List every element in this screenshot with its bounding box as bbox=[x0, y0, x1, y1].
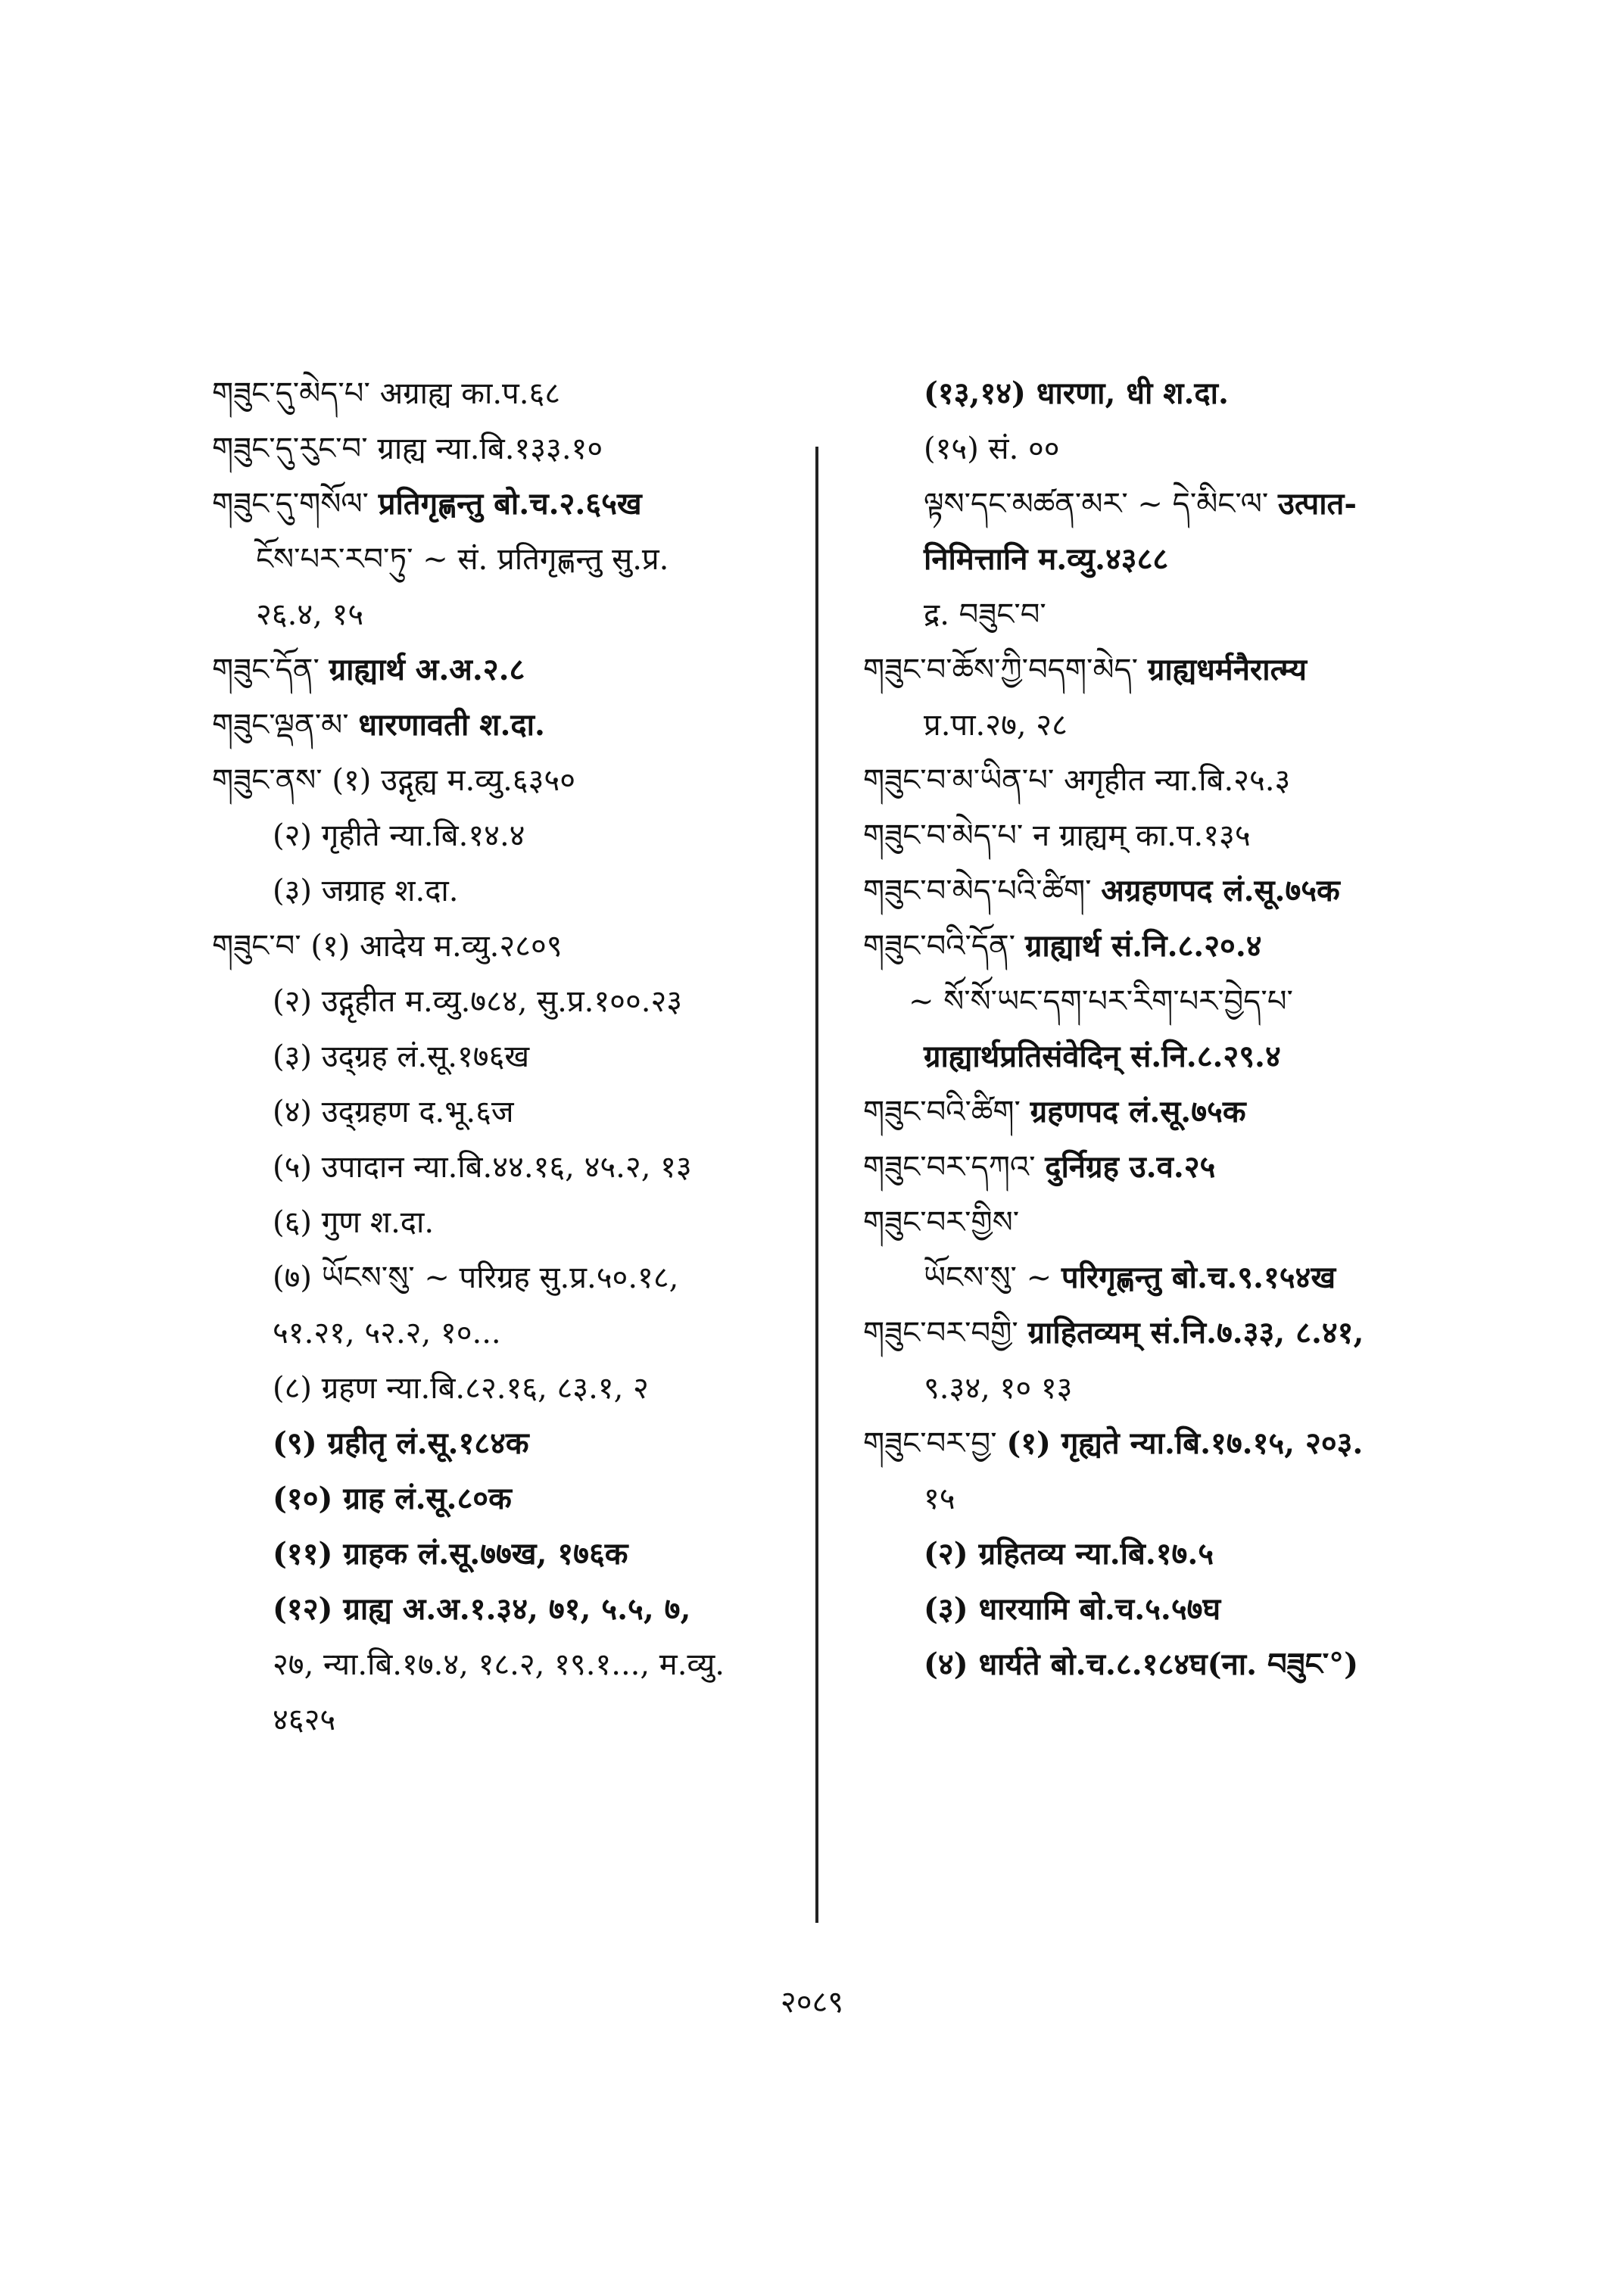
gloss: (२) ग्रहितव्य न्या.बि.१७.५ bbox=[924, 1536, 1214, 1572]
tibetan-headword: གཟུང་ནས་ bbox=[212, 763, 323, 798]
entry bbox=[863, 486, 1469, 522]
gloss: (१) उद्गृह्य म.व्यु.६३५० bbox=[332, 763, 575, 798]
tibetan-headword: གཟུང་དུ་མེད་པ་ bbox=[212, 376, 370, 411]
gloss: (१) आदेय म.व्यु.२८०९ bbox=[310, 929, 563, 964]
gloss: (१०) ग्राह लं.सू.८०क bbox=[273, 1481, 512, 1516]
entry bbox=[863, 431, 1469, 466]
gloss: ग्राह्यार्थ सं.नि.८.२०.४ bbox=[1024, 928, 1262, 964]
entry bbox=[212, 1647, 803, 1682]
entry bbox=[863, 1039, 1469, 1074]
gloss: (३) उद्ग्रह लं.सू.१७६ख bbox=[273, 1039, 530, 1074]
gloss: (८) ग्रहण न्या.बि.८२.१६, ८३.१, २ bbox=[273, 1371, 649, 1406]
gloss: २६.४, १५ bbox=[256, 597, 364, 632]
entry bbox=[212, 876, 803, 906]
entry bbox=[212, 818, 803, 853]
gloss: (२) गृहीते न्या.बि.१४.४ bbox=[273, 818, 525, 853]
entry bbox=[212, 1150, 803, 1185]
entry bbox=[212, 376, 803, 411]
entry bbox=[863, 1373, 1469, 1404]
gloss: (१३,१४) धारणा, धी श.दा. bbox=[924, 375, 1229, 411]
entry bbox=[863, 986, 1469, 1017]
gloss: ग्राह्यार्थप्रतिसंवेदिन् सं.नि.८.२९.४ bbox=[924, 1039, 1281, 1074]
tibetan-headword: ~ སོ་སོ་ཡང་དག་པར་རིག་པར་བྱེད་པ་ bbox=[909, 984, 1293, 1019]
gloss: (१२) ग्राह्य अ.अ.१.३४, ७१, ५.५, ७, bbox=[273, 1591, 691, 1627]
entry bbox=[863, 597, 1469, 632]
entry bbox=[863, 1481, 1469, 1516]
entry bbox=[863, 1149, 1469, 1185]
tibetan-headword: གཟུང་བའི་ཚིག་ bbox=[863, 1095, 1021, 1129]
entry bbox=[212, 1425, 803, 1461]
gloss: प्रतिगृह्णन्तु बो.च.२.६५ख bbox=[378, 486, 642, 522]
gloss: दुर्निग्रह उ.व.२५ bbox=[1045, 1149, 1216, 1185]
tibetan-headword: གཟུང་བ་མེད་པའི་ཚིག་ bbox=[863, 874, 1092, 908]
entry bbox=[212, 652, 803, 687]
entry bbox=[212, 707, 803, 743]
entry bbox=[212, 765, 803, 796]
entry bbox=[212, 431, 803, 466]
gloss: प्र.पा.२७, २८ bbox=[924, 708, 1068, 743]
entry bbox=[212, 544, 803, 575]
gloss: धारणावती श.दा. bbox=[358, 707, 545, 743]
gloss: ग्राह्यार्थ अ.अ.२.८ bbox=[329, 652, 525, 687]
gloss: ५१.२१, ५२.२, १०... bbox=[273, 1316, 501, 1351]
entry bbox=[863, 1094, 1469, 1129]
entry bbox=[863, 765, 1469, 796]
entry bbox=[212, 597, 803, 632]
gloss: ग्राह्य न्या.बि.१३३.१० bbox=[377, 431, 603, 466]
entry bbox=[863, 541, 1469, 577]
entry bbox=[212, 1373, 803, 1404]
gloss: (४) धार्यते बो.च.८.१८४घ(ना. བཟུང་°) bbox=[924, 1647, 1359, 1682]
entry bbox=[212, 1260, 803, 1295]
tibetan-headword: གཟུང་བ་མེད་པ་ bbox=[863, 818, 1024, 853]
gloss: ९.३४, १० १३ bbox=[924, 1371, 1073, 1406]
entry bbox=[863, 1260, 1469, 1295]
tibetan-headword: གཟུང་བར་བགྱི་ bbox=[863, 1316, 1018, 1351]
entry bbox=[212, 1536, 803, 1572]
gloss: ग्राह्यधर्मनैरात्म्य bbox=[1147, 652, 1307, 687]
gloss: उत्पात- bbox=[1277, 486, 1357, 522]
entry bbox=[863, 873, 1469, 908]
tibetan-headword: གཟུང་བ་མ་ཡིན་པ་ bbox=[863, 763, 1055, 798]
entry bbox=[863, 708, 1469, 743]
gloss: (३) जग्राह श.दा. bbox=[273, 874, 459, 908]
tibetan-headword: གཟུང་བར་བྱ་ bbox=[863, 1426, 997, 1461]
tibetan-headword: གཟུང་ལྡན་མ་ bbox=[212, 708, 349, 743]
gloss: न ग्राह्यम् का.प.१३५ bbox=[1033, 818, 1251, 853]
gloss: परिगृह्णन्तु बो.च.९.१५४ख bbox=[1061, 1260, 1336, 1295]
gloss: २७, न्या.बि.१७.४, १८.२, १९.१..., म.व्यु. bbox=[273, 1647, 725, 1682]
gloss: (३) धारयामि बो.च.५.५७घ bbox=[924, 1591, 1221, 1627]
entry bbox=[863, 928, 1469, 964]
gloss: (७) ཡོངས་སུ་ ~ परिग्रह सु.प्र.५०.१८, bbox=[273, 1260, 679, 1295]
entry bbox=[212, 1316, 803, 1351]
tibetan-headword: གཟུང་དུ་རུང་བ་ bbox=[212, 431, 368, 466]
entry bbox=[863, 375, 1469, 411]
tibetan-headword: གཟུང་བ་ bbox=[212, 929, 301, 964]
column-divider bbox=[815, 447, 818, 1923]
entry bbox=[212, 486, 803, 522]
tibetan-headword: གཟུང་བའི་དོན་ bbox=[863, 929, 1016, 964]
tibetan-headword: གཟུང་བ་ཆོས་ཀྱི་བདག་མེད་ bbox=[863, 653, 1139, 687]
entry bbox=[863, 1647, 1469, 1682]
gloss: ग्रहणपद लं.सू.७५क bbox=[1030, 1094, 1246, 1129]
tibetan-headword: ཡོངས་སུ་ ~ bbox=[924, 1260, 1052, 1295]
entry bbox=[212, 929, 803, 964]
gloss: (६) गुण श.दा. bbox=[273, 1205, 435, 1240]
entry bbox=[212, 1039, 803, 1074]
tibetan-headword: གཟུང་དོན་ bbox=[212, 653, 320, 687]
tibetan-headword: གཟུང་དུ་གསོལ་ bbox=[212, 487, 369, 522]
entry bbox=[212, 1481, 803, 1516]
gloss: अग्राह्य का.प.६८ bbox=[379, 376, 561, 411]
gloss: (१५) सं. ०० bbox=[924, 431, 1060, 466]
gloss: (५) उपादान न्या.बि.४४.१६, ४५.२, १३ bbox=[273, 1150, 692, 1185]
entry bbox=[212, 1207, 803, 1238]
entry bbox=[863, 818, 1469, 853]
tibetan-headword: གཟུང་བར་དཀའ་ bbox=[863, 1150, 1036, 1185]
gloss: (१) गृह्यते न्या.बि.१७.१५, २०३. bbox=[1006, 1425, 1364, 1461]
gloss: सं. प्रतिगृह्णन्तु सु.प्र. bbox=[457, 542, 669, 577]
entry bbox=[863, 1315, 1469, 1351]
entry bbox=[212, 1591, 803, 1627]
entry bbox=[863, 1207, 1469, 1238]
page-number: २०८९ bbox=[780, 1985, 844, 2020]
gloss: (२) उद्गृहीत म.व्यु.७८४, सु.प्र.१००.२३ bbox=[273, 984, 683, 1019]
tibetan-headword: ངོས་པར་རབ་ཏུ་ ~ bbox=[256, 542, 448, 577]
right-column bbox=[863, 375, 1469, 1705]
gloss: अग्रहणपद लं.सू.७५क bbox=[1101, 873, 1340, 908]
tibetan-headword: གཟུང་བར་གྱིས་ bbox=[863, 1205, 1020, 1240]
entry bbox=[212, 1705, 803, 1735]
left-column bbox=[212, 376, 803, 1760]
gloss: (११) ग्राहक लं.सू.७७ख, १७६क bbox=[273, 1536, 628, 1572]
gloss: ग्राहितव्यम् सं.नि.७.३३, ८.४१, bbox=[1027, 1315, 1364, 1351]
gloss: ४६२५ bbox=[273, 1703, 336, 1737]
entry bbox=[212, 1097, 803, 1127]
entry bbox=[863, 1425, 1469, 1461]
gloss: (४) उद्ग्रहण द.भू.६ज bbox=[273, 1095, 514, 1129]
entry bbox=[212, 986, 803, 1017]
gloss: द्र. བཟུང་བ་ bbox=[924, 597, 1046, 632]
gloss: (९) ग्रहीतृ लं.सू.१८४क bbox=[273, 1425, 529, 1461]
tibetan-headword: ལྟས་དང་མཚན་མར་ ~ དེ་མིང་ལ་ bbox=[924, 487, 1269, 522]
gloss: निमित्तानि म.व्यु.४३८८ bbox=[924, 541, 1169, 577]
entry bbox=[863, 1591, 1469, 1627]
gloss: अगृहीत न्या.बि.२५.३ bbox=[1063, 763, 1291, 798]
entry bbox=[863, 1536, 1469, 1572]
entry bbox=[863, 652, 1469, 687]
gloss: १५ bbox=[924, 1481, 955, 1516]
